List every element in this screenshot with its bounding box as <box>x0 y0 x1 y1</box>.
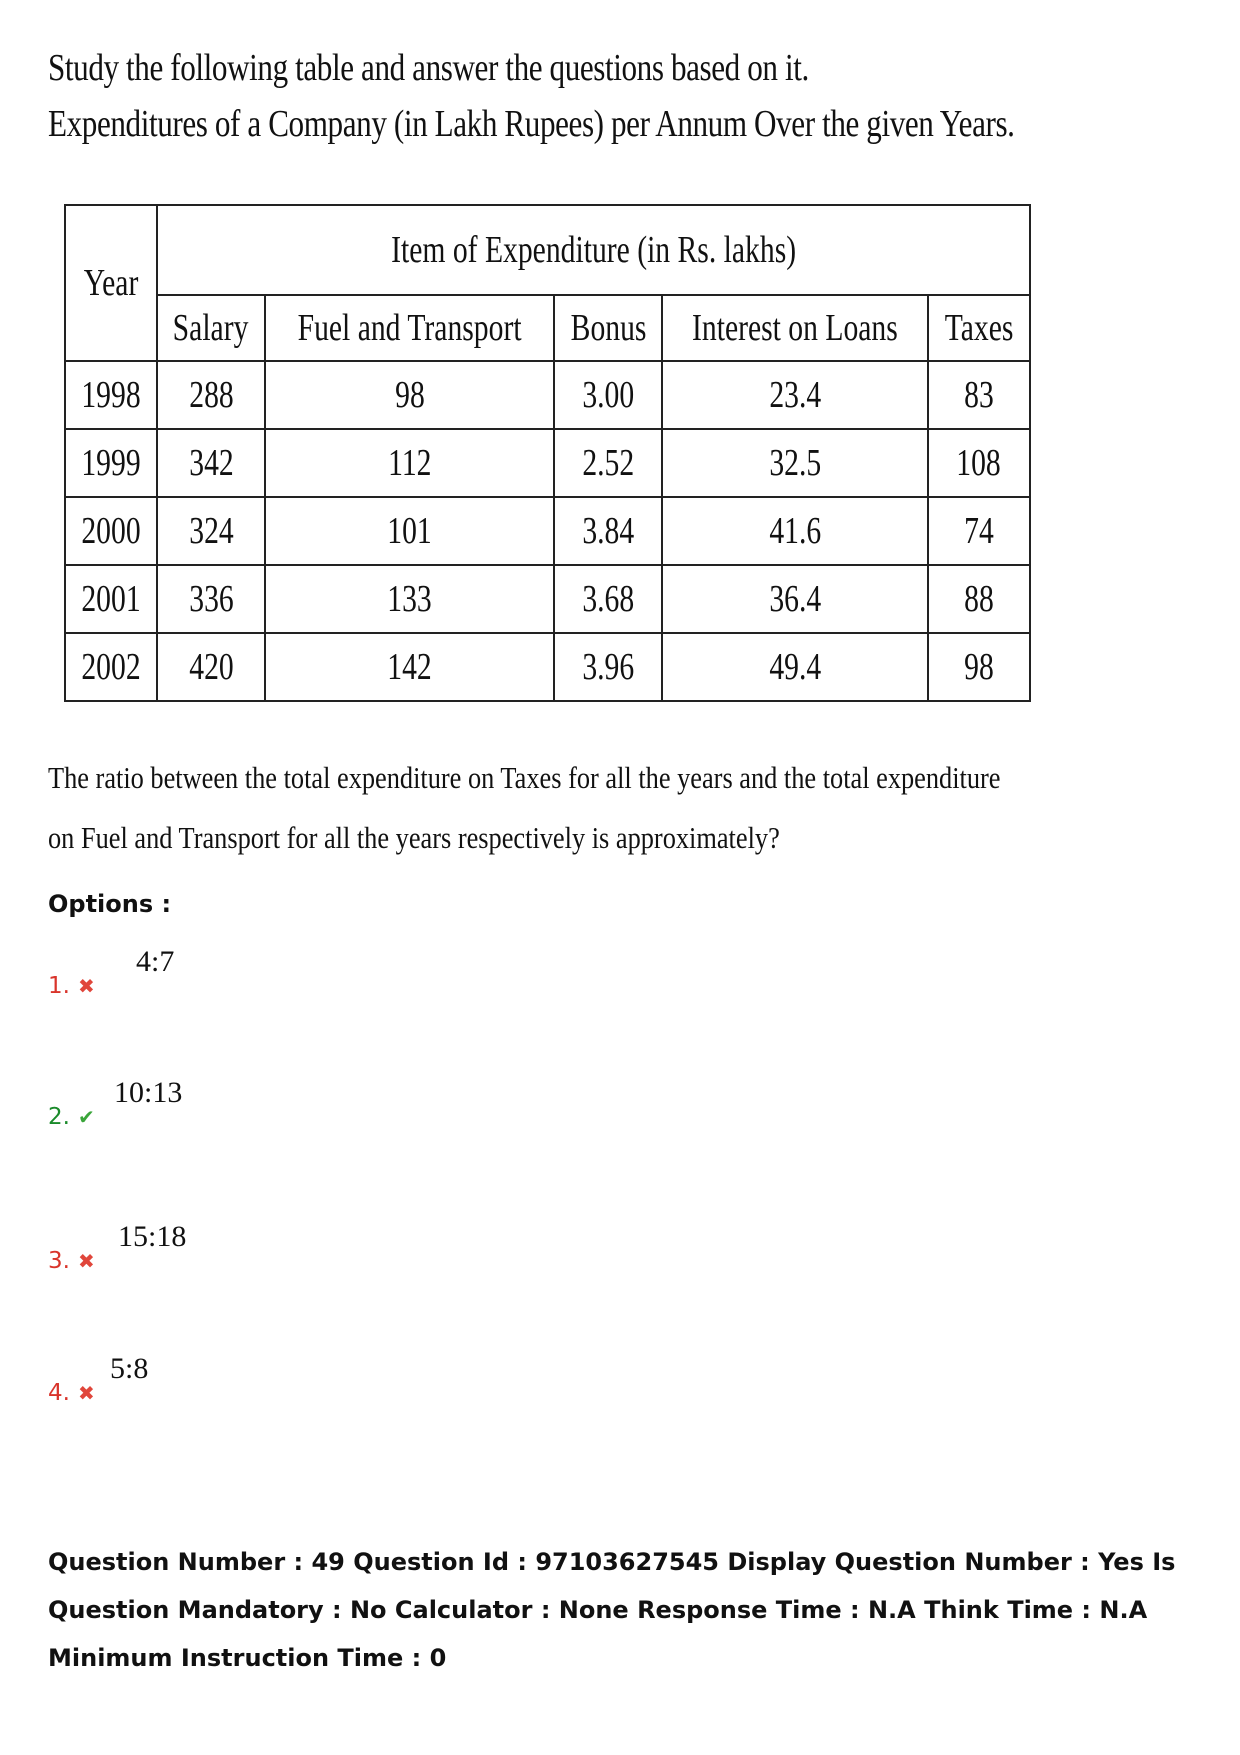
cell-fuel: 142 <box>265 633 554 701</box>
table-row <box>65 565 1030 633</box>
cell-fuel: 101 <box>265 497 554 565</box>
table-row <box>65 497 1030 565</box>
cell-bonus: 3.00 <box>554 361 662 429</box>
question-line-1: The ratio between the total expenditure on Taxes for all the years and the total expenditure <box>48 760 1001 795</box>
option-number: 1. <box>48 973 70 999</box>
cell-taxes: 74 <box>928 497 1030 565</box>
cell-salary: 288 <box>157 361 265 429</box>
table-row <box>65 429 1030 497</box>
cell-bonus: 3.68 <box>554 565 662 633</box>
cell-taxes: 98 <box>928 633 1030 701</box>
cell-salary: 420 <box>157 633 265 701</box>
col-header-taxes: Taxes <box>928 295 1030 361</box>
option-value: 4:7 <box>136 945 175 978</box>
cell-interest: 49.4 <box>662 633 928 701</box>
cell-interest: 23.4 <box>662 361 928 429</box>
cross-icon: ✖ <box>77 974 95 998</box>
col-header-salary: Salary <box>157 295 265 361</box>
col-header-bonus: Bonus <box>554 295 662 361</box>
cell-interest: 41.6 <box>662 497 928 565</box>
question-text <box>48 748 1001 868</box>
intro-line-2: Expenditures of a Company (in Lakh Rupees) per Annum Over the given Years. <box>48 103 1015 145</box>
option-value: 15:18 <box>118 1220 187 1253</box>
check-icon: ✔ <box>77 1105 95 1129</box>
cell-year: 2001 <box>65 565 157 633</box>
question-metadata: Question Number : 49 Question Id : 97103627545 Display Question Number : Yes Is Question Mandatory : No Calculator : None Response Time : N.A Think Time : N.A Minimum Instruction Time : 0 <box>48 1548 1176 1672</box>
cell-salary: 336 <box>157 565 265 633</box>
expenditure-table <box>64 204 1031 702</box>
cell-taxes: 83 <box>928 361 1030 429</box>
cell-year: 1998 <box>65 361 157 429</box>
cell-year: 2002 <box>65 633 157 701</box>
cell-taxes: 88 <box>928 565 1030 633</box>
passage-intro <box>48 40 1015 152</box>
question-line-2: on Fuel and Transport for all the years respectively is approximately? <box>48 820 780 855</box>
cell-salary: 324 <box>157 497 265 565</box>
cell-bonus: 3.96 <box>554 633 662 701</box>
cell-fuel: 112 <box>265 429 554 497</box>
cell-taxes: 108 <box>928 429 1030 497</box>
year-header: Year <box>65 205 157 361</box>
cross-icon: ✖ <box>77 1249 95 1273</box>
cell-year: 1999 <box>65 429 157 497</box>
cell-fuel: 98 <box>265 361 554 429</box>
option-value: 5:8 <box>110 1352 149 1385</box>
table-row <box>65 633 1030 701</box>
table-row <box>65 361 1030 429</box>
cell-bonus: 3.84 <box>554 497 662 565</box>
cell-interest: 36.4 <box>662 565 928 633</box>
col-header-interest: Interest on Loans <box>662 295 928 361</box>
group-header: Item of Expenditure (in Rs. lakhs) <box>157 205 1030 295</box>
cell-fuel: 133 <box>265 565 554 633</box>
option-number: 4. <box>48 1380 70 1406</box>
cell-salary: 342 <box>157 429 265 497</box>
options-label: Options : <box>48 890 172 918</box>
cell-interest: 32.5 <box>662 429 928 497</box>
col-header-fuel: Fuel and Transport <box>265 295 554 361</box>
cross-icon: ✖ <box>77 1381 95 1405</box>
option-value: 10:13 <box>114 1076 183 1109</box>
option-number: 2. <box>48 1104 70 1130</box>
cell-bonus: 2.52 <box>554 429 662 497</box>
cell-year: 2000 <box>65 497 157 565</box>
intro-line-1: Study the following table and answer the questions based on it. <box>48 47 809 89</box>
option-number: 3. <box>48 1248 70 1274</box>
